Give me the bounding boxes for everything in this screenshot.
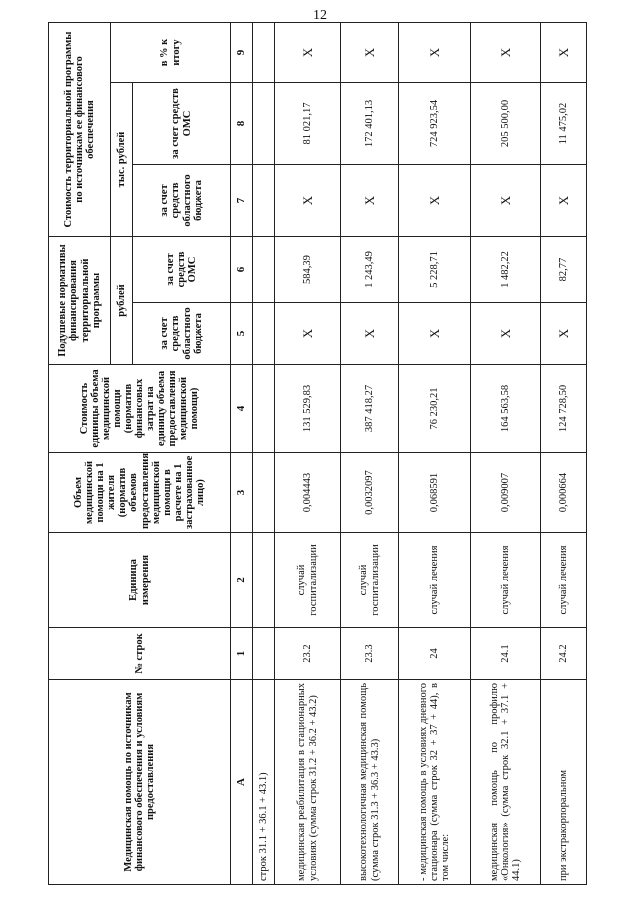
header-program-oms: за счет средств ОМС [133, 83, 231, 165]
row-program-budget [253, 165, 275, 237]
col-number: 8 [231, 83, 253, 165]
header-unit: Единица измерения [49, 533, 231, 628]
row-unit: случай госпитализации [275, 533, 341, 628]
row-name: медицинская помощь по профилю «Онкология» (сумма строк 32.1 + 37.1 + 44.1) [471, 680, 541, 885]
row-norm-oms: 5 228,71 [399, 237, 471, 303]
row-norm-oms: 82,77 [541, 237, 587, 303]
row-norm-budget [253, 303, 275, 365]
col-number: 4 [231, 365, 253, 453]
table-row [275, 23, 341, 885]
row-cost: 131 529,83 [275, 365, 341, 453]
row-number: 24 [399, 628, 471, 680]
header-row-no: № строк [49, 628, 231, 680]
rotated-table-wrapper [48, 23, 586, 885]
row-program-oms [253, 83, 275, 165]
header-cost: Стоимость единицы объема медицинской помощи (норматив финансовых затрат на единицу объема предоставления медицинской помощи) [49, 365, 231, 453]
row-number: 24.1 [471, 628, 541, 680]
col-number: А [231, 680, 253, 885]
row-name: медицинская реабилитация в стационарных условиях (сумма строк 31.2 + 36.2 + 43.2) [275, 680, 341, 885]
row-cost [253, 365, 275, 453]
row-name: высокотехнологичная медицинская помощь (сумма строк 31.3 + 36.3 + 43.3) [341, 680, 399, 885]
row-norm-oms: 1 243,49 [341, 237, 399, 303]
row-cost: 76 230,21 [399, 365, 471, 453]
row-number: 23.2 [275, 628, 341, 680]
row-program-budget: Х [471, 165, 541, 237]
row-norm-budget: Х [275, 303, 341, 365]
row-cost: 164 563,58 [471, 365, 541, 453]
col-number: 5 [231, 303, 253, 365]
row-program-oms: 205 500,00 [471, 83, 541, 165]
table-row [471, 23, 541, 885]
header-norm-group: Подушевые нормативы финансирования территориальной программы [49, 237, 111, 365]
row-volume: 0,004443 [275, 453, 341, 533]
header-program-budget: за счет средств областного бюджета [133, 165, 231, 237]
row-volume: 0,068591 [399, 453, 471, 533]
row-unit: случай лечения [541, 533, 587, 628]
row-volume [253, 453, 275, 533]
row-volume: 0,0032097 [341, 453, 399, 533]
row-unit: случай лечения [399, 533, 471, 628]
table-row [541, 23, 587, 885]
table-row [341, 23, 399, 885]
col-number: 6 [231, 237, 253, 303]
row-pct [253, 23, 275, 83]
row-pct: Х [341, 23, 399, 83]
row-norm-budget: Х [399, 303, 471, 365]
header-name: Медицинская помощь по источникам финансового обеспечения и условиям предоставления [49, 680, 231, 885]
table-row [253, 23, 275, 885]
row-program-budget: Х [399, 165, 471, 237]
row-number: 24.2 [541, 628, 587, 680]
header-norm-oms: за счет средств ОМС [133, 237, 231, 303]
row-program-budget: Х [275, 165, 341, 237]
row-norm-budget: Х [541, 303, 587, 365]
header-norm-budget: за счет средств областного бюджета [133, 303, 231, 365]
row-name: при экстракорпоральном [541, 680, 587, 885]
col-number: 7 [231, 165, 253, 237]
row-cost: 387 418,27 [341, 365, 399, 453]
row-volume: 0,009007 [471, 453, 541, 533]
row-norm-budget: Х [341, 303, 399, 365]
row-norm-oms: 584,39 [275, 237, 341, 303]
row-norm-budget: Х [471, 303, 541, 365]
table-row [399, 23, 471, 885]
col-number: 9 [231, 23, 253, 83]
row-unit [253, 533, 275, 628]
row-norm-oms [253, 237, 275, 303]
financing-table [48, 22, 587, 885]
row-unit: случай лечения [471, 533, 541, 628]
col-number: 2 [231, 533, 253, 628]
col-number: 3 [231, 453, 253, 533]
row-program-oms: 172 401,13 [341, 83, 399, 165]
row-program-oms: 11 475,02 [541, 83, 587, 165]
header-program-sub: тыс. рублей [111, 83, 133, 237]
row-number: 23.3 [341, 628, 399, 680]
header-volume: Объем медицинской помощи на 1 жителя (норматив объемов предоставления медицинской помощи в расчете на 1 застрахованное лицо) [49, 453, 231, 533]
col-number: 1 [231, 628, 253, 680]
column-numbers-row [231, 23, 253, 885]
row-pct: Х [541, 23, 587, 83]
page-number: 12 [313, 8, 327, 23]
row-name: строк 31.1 + 36.1 + 43.1) [253, 680, 275, 885]
row-cost: 124 728,50 [541, 365, 587, 453]
row-pct: Х [275, 23, 341, 83]
header-norm-sub: рублей [111, 237, 133, 365]
row-norm-oms: 1 482,22 [471, 237, 541, 303]
row-pct: Х [399, 23, 471, 83]
row-number [253, 628, 275, 680]
header-pct: в % к итогу [111, 23, 231, 83]
row-program-budget: Х [541, 165, 587, 237]
header-program-group: Стоимость территориальной программы по источникам ее финансового обеспечения [49, 23, 111, 237]
row-program-budget: Х [341, 165, 399, 237]
row-program-oms: 81 021,17 [275, 83, 341, 165]
row-pct: Х [471, 23, 541, 83]
row-program-oms: 724 923,54 [399, 83, 471, 165]
row-unit: случай госпитализации [341, 533, 399, 628]
row-name: - медицинская помощь в условиях дневного стационара (сумма строк 32 + 37 + 44), в том числе: [399, 680, 471, 885]
row-volume: 0,000664 [541, 453, 587, 533]
